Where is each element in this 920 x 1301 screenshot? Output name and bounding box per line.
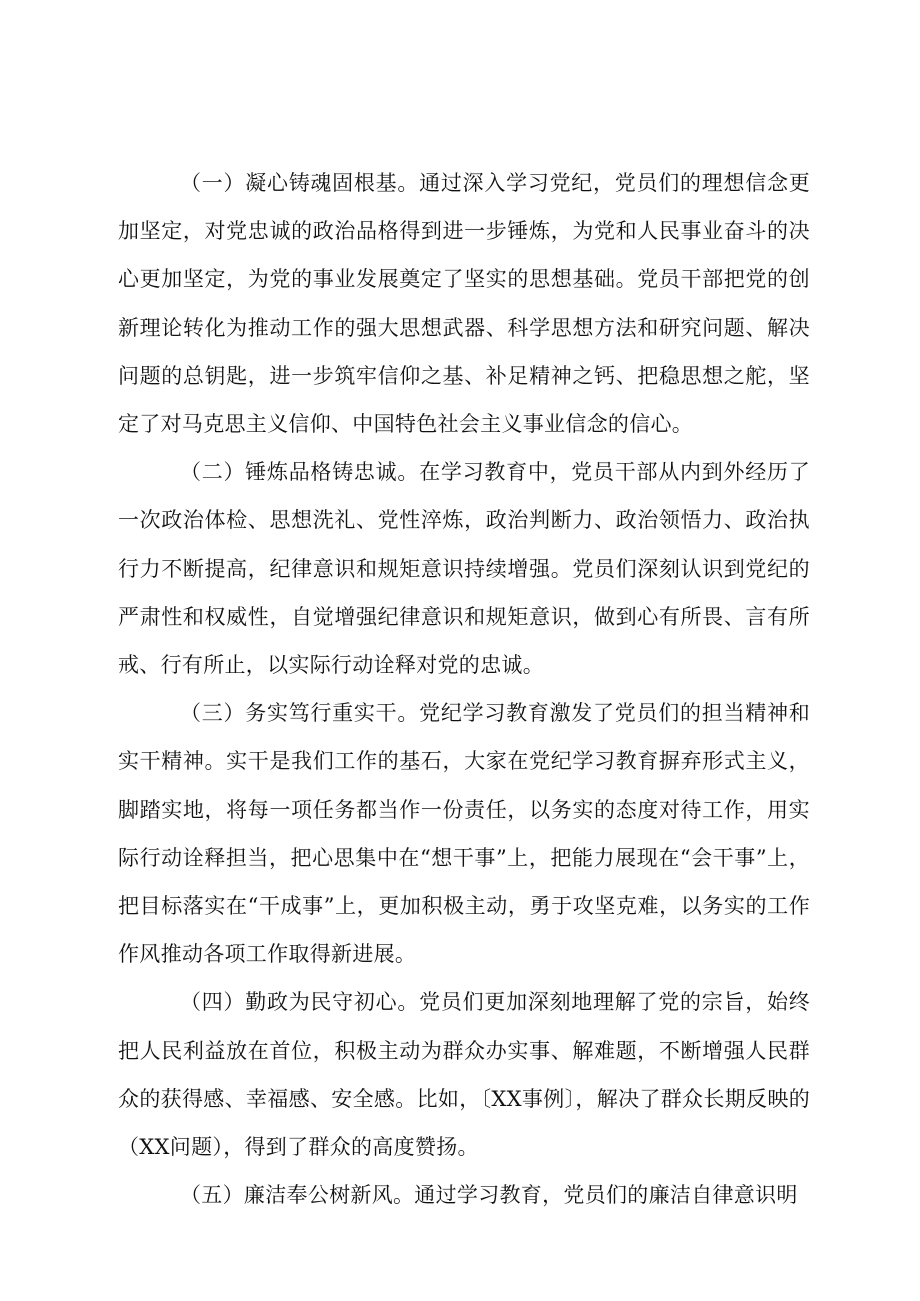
paragraph-4: （四）勤政为民守初心。党员们更加深刻地理解了党的宗旨，始终把人民利益放在首位，积极主动为群众办实事、解难题，不断增强人民群众的获得感、幸福感、安全感。比如，〔XX事例〕，解决了群众长期反映的（XX问题），得到了群众的高度赞扬。: [118, 990, 810, 1160]
paragraph-3: （三）务实笃行重实干。党纪学习教育激发了党员们的担当精神和实干精神。实干是我们工作的基石，大家在党纪学习教育摒弃形式主义，脚踏实地，将每一项任务都当作一份责任，以务实的态度对待工作，用实际行动诠释担当，把心思集中在“想干事”上，把能力展现在“会干事”上，把目标落实在“干成事”上，更加积极主动，勇于攻坚克难，以务实的工作作风推动各项工作取得新进展。: [118, 701, 810, 967]
paragraph-2: （二）锤炼品格铸忠诚。在学习教育中，党员干部从内到外经历了一次政治体检、思想洗礼、党性淬炼，政治判断力、政治领悟力、政治执行力不断提高，纪律意识和规矩意识持续增强。党员们深刻认识到党纪的严肃性和权威性，自觉增强纪律意识和规矩意识，做到心有所畏、言有所戒、行有所止，以实际行动诠释对党的忠诚。: [118, 460, 810, 678]
paragraph-1: （一）凝心铸魂固根基。通过深入学习党纪，党员们的理想信念更加坚定，对党忠诚的政治品格得到进一步锤炼，为党和人民事业奋斗的决心更加坚定，为党的事业发展奠定了坚实的思想基础。党员干部把党的创新理论转化为推动工作的强大思想武器、科学思想方法和研究问题、解决问题的总钥匙，进一步筑牢信仰之基、补足精神之钙、把稳思想之舵，坚定了对马克思主义信仰、中国特色社会主义事业信念的信心。: [118, 171, 810, 437]
paragraph-5: （五）廉洁奉公树新风。通过学习教育，党员们的廉洁自律意识明: [180, 1183, 798, 1208]
document-body: [118, 159, 810, 1219]
